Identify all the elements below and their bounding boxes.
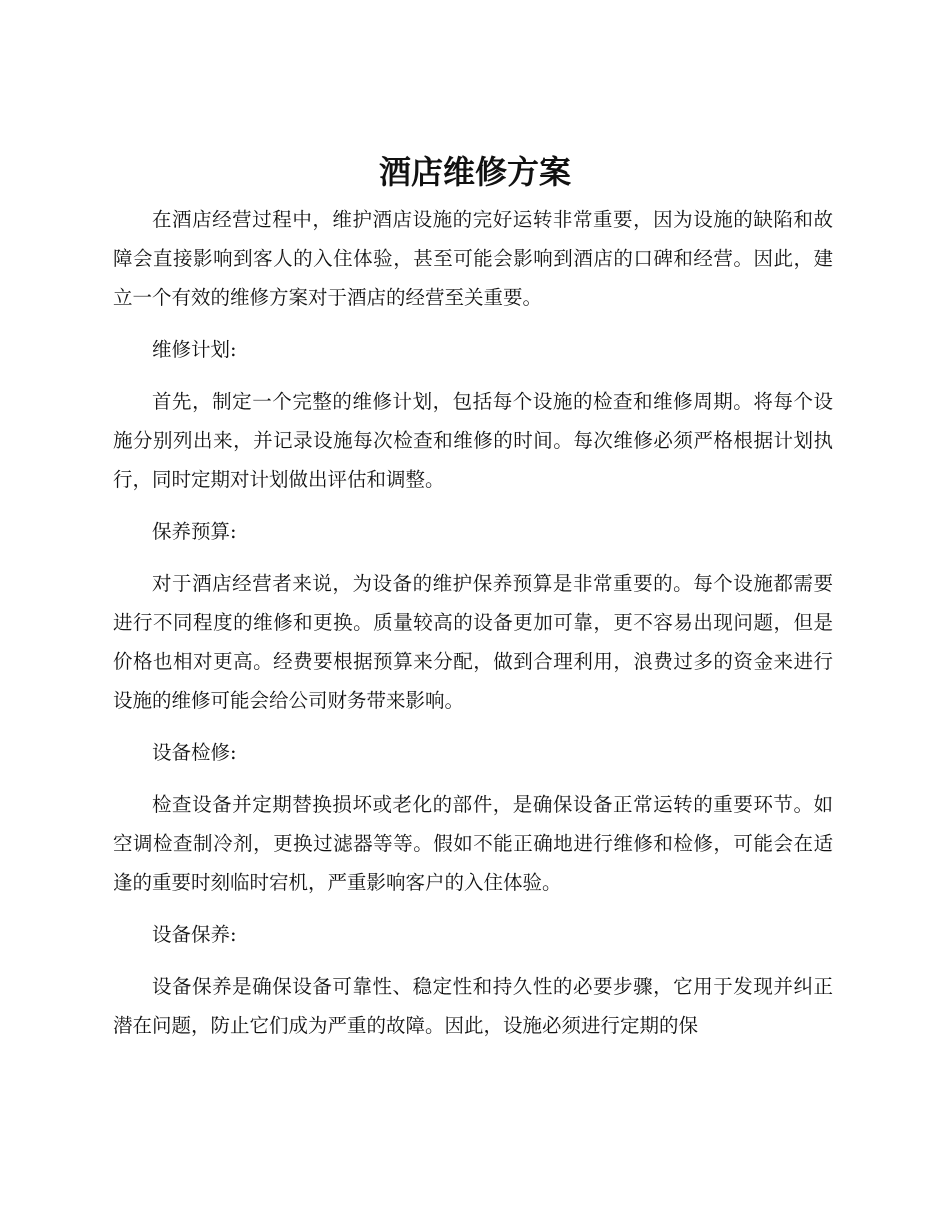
intro-paragraph: 在酒店经营过程中，维护酒店设施的完好运转非常重要，因为设施的缺陷和故障会直接影响到客人的入住体验，甚至可能会影响到酒店的口碑和经营。因此，建立一个有效的维修方案对于酒店的经营至关重要。 [113,208,833,309]
section-text-equipment-maintenance: 设备保养是确保设备可靠性、稳定性和持久性的必要步骤，它用于发现并纠正潜在问题，防止它们成为严重的故障。因此，设施必须进行定期的保 [113,975,833,1037]
section-text-maintenance-budget: 对于酒店经营者来说，为设备的维护保养预算是非常重要的。每个设施都需要进行不同程度的维修和更换。质量较高的设备更加可靠，更不容易出现问题，但是价格也相对更高。经费要根据预算来分配，做到合理利用，浪费过多的资金来进行设施的维修可能会给公司财务带来影响。 [113,572,833,712]
document-title: 酒店维修方案 [378,153,571,191]
document-body [113,200,833,1058]
section-heading-maintenance-plan: 维修计划: [152,338,237,361]
section-text-equipment-inspection: 检查设备并定期替换损坏或老化的部件，是确保设备正常运转的重要环节。如空调检查制冷剂，更换过滤器等等。假如不能正确地进行维修和检修，可能会在适逢的重要时刻临时宕机，严重影响客户的入住体验。 [113,793,833,894]
section-heading-equipment-inspection: 设备检修: [152,741,237,764]
section-text-maintenance-plan: 首先，制定一个完整的维修计划，包括每个设施的检查和维修周期。将每个设施分别列出来，并记录设施每次检查和维修的时间。每次维修必须严格根据计划执行，同时定期对计划做出评估和调整。 [113,390,833,491]
section-heading-maintenance-budget: 保养预算: [152,520,237,543]
section-heading-equipment-maintenance: 设备保养: [152,923,237,946]
